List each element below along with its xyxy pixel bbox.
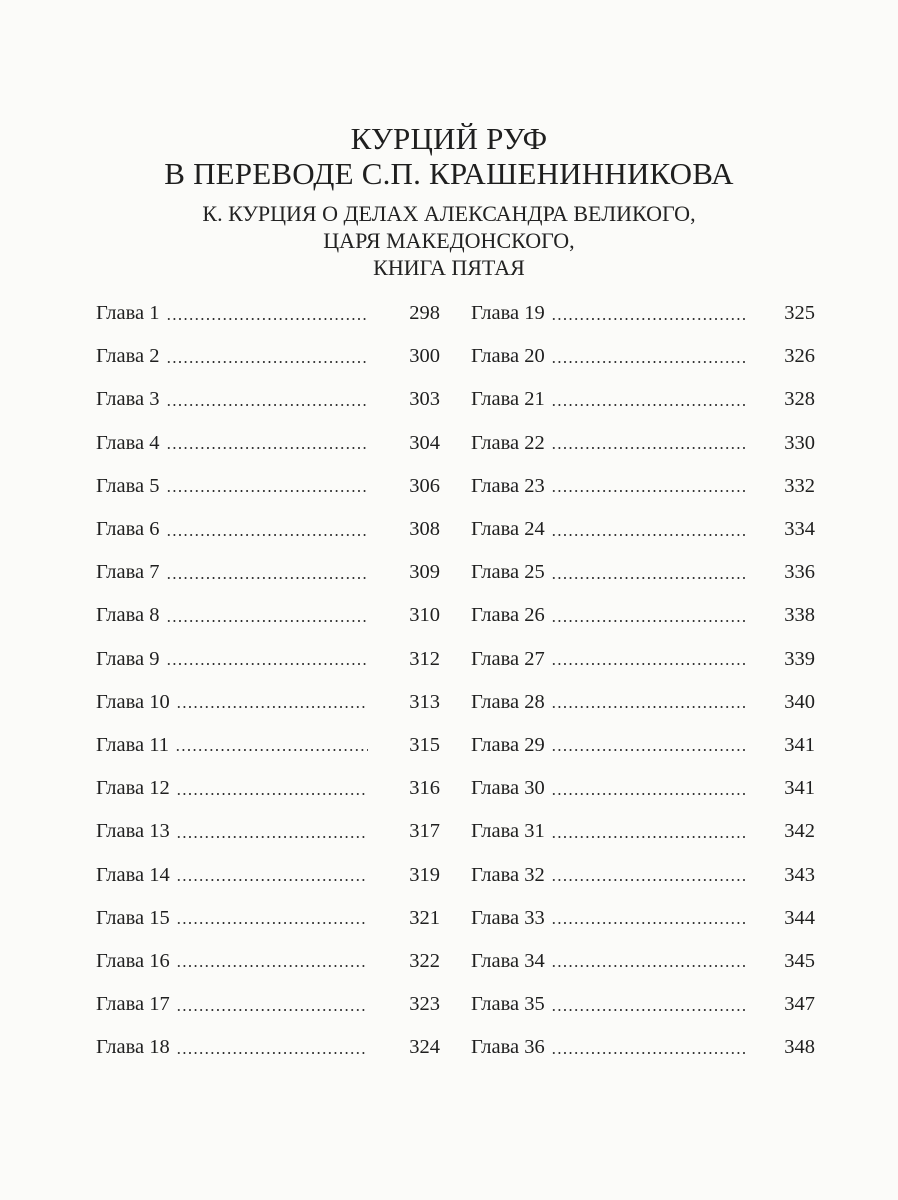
toc-chapter-label: Глава 13 — [96, 820, 170, 843]
toc-page-number: 341 — [784, 733, 815, 756]
toc-chapter-label: Глава 1 — [96, 302, 160, 325]
toc-dot-leader — [551, 534, 745, 536]
toc-page-number: 348 — [784, 1036, 815, 1059]
toc-entry — [96, 897, 440, 940]
toc-dot-leader — [551, 922, 745, 924]
toc-page-number: 326 — [784, 345, 815, 368]
toc-dot-leader — [166, 404, 368, 406]
toc-chapter-label: Глава 20 — [471, 345, 545, 368]
toc-dot-leader — [176, 879, 368, 881]
toc-entry — [471, 638, 815, 681]
toc-entry — [471, 810, 815, 853]
toc-entry — [96, 378, 440, 421]
toc-chapter-label: Глава 36 — [471, 1036, 545, 1059]
toc-chapter-label: Глава 34 — [471, 949, 545, 972]
toc-right-column — [471, 292, 815, 1069]
book-title-line-2: В ПЕРЕВОДЕ С.П. КРАШЕНИННИКОВА — [164, 156, 734, 191]
toc-dot-leader — [166, 663, 368, 665]
toc-entry — [96, 767, 440, 810]
toc-entry — [96, 983, 440, 1026]
toc-dot-leader — [551, 706, 745, 708]
toc-entry — [471, 465, 815, 508]
toc-chapter-label: Глава 23 — [471, 474, 545, 497]
toc-page-number: 340 — [784, 690, 815, 713]
toc-entry — [96, 292, 440, 335]
toc-entry — [471, 767, 815, 810]
toc-dot-leader — [551, 793, 745, 795]
toc-left-column — [96, 292, 440, 1069]
toc-page-number: 300 — [409, 345, 440, 368]
toc-entry — [471, 681, 815, 724]
toc-page-number: 306 — [409, 474, 440, 497]
toc-entry — [96, 810, 440, 853]
toc-page-number: 328 — [784, 388, 815, 411]
toc-chapter-label: Глава 2 — [96, 345, 160, 368]
toc-page-number: 319 — [409, 863, 440, 886]
toc-chapter-label: Глава 6 — [96, 518, 160, 541]
toc-chapter-label: Глава 29 — [471, 733, 545, 756]
toc-dot-leader — [551, 404, 745, 406]
toc-entry — [96, 1026, 440, 1069]
toc-page-number: 324 — [409, 1036, 440, 1059]
toc-chapter-label: Глава 3 — [96, 388, 160, 411]
toc-chapter-label: Глава 28 — [471, 690, 545, 713]
toc-page-number: 325 — [784, 302, 815, 325]
toc-dot-leader — [551, 577, 745, 579]
toc-entry — [471, 983, 815, 1026]
toc-page-number: 321 — [409, 906, 440, 929]
section-subtitle-line-2: ЦАРЯ МАКЕДОНСКОГО, — [323, 228, 575, 253]
toc-page-number: 334 — [784, 518, 815, 541]
toc-page-number: 323 — [409, 993, 440, 1016]
toc-chapter-label: Глава 11 — [96, 733, 170, 756]
toc-chapter-label: Глава 25 — [471, 561, 545, 584]
toc-chapter-label: Глава 32 — [471, 863, 545, 886]
toc-entry — [471, 292, 815, 335]
toc-dot-leader — [176, 922, 368, 924]
toc-chapter-label: Глава 27 — [471, 647, 545, 670]
toc-chapter-label: Глава 8 — [96, 604, 160, 627]
toc-page-number: 313 — [409, 690, 440, 713]
toc-page-number: 339 — [784, 647, 815, 670]
toc-page-number: 344 — [784, 906, 815, 929]
toc-chapter-label: Глава 5 — [96, 474, 160, 497]
toc-page-number: 298 — [409, 302, 440, 325]
toc-chapter-label: Глава 26 — [471, 604, 545, 627]
toc-chapter-label: Глава 9 — [96, 647, 160, 670]
toc-entry — [471, 335, 815, 378]
toc-page-number: 315 — [409, 733, 440, 756]
section-subtitle-line-1: К. КУРЦИЯ О ДЕЛАХ АЛЕКСАНДРА ВЕЛИКОГО, — [202, 201, 696, 226]
toc-page-number: 317 — [409, 820, 440, 843]
toc-page-number: 343 — [784, 863, 815, 886]
toc-dot-leader — [551, 663, 745, 665]
toc-entry — [471, 551, 815, 594]
toc-dot-leader — [176, 793, 368, 795]
toc-dot-leader — [176, 1052, 368, 1054]
toc-entry — [96, 638, 440, 681]
toc-chapter-label: Глава 35 — [471, 993, 545, 1016]
toc-dot-leader — [166, 577, 368, 579]
toc-dot-leader — [551, 447, 745, 449]
book-title-line-1: КУРЦИЙ РУФ — [350, 121, 548, 156]
toc-dot-leader — [166, 361, 368, 363]
toc-page-number: 342 — [784, 820, 815, 843]
toc-entry — [96, 853, 440, 896]
toc-chapter-label: Глава 10 — [96, 690, 170, 713]
toc-dot-leader — [176, 706, 368, 708]
toc-chapter-label: Глава 17 — [96, 993, 170, 1016]
toc-dot-leader — [551, 318, 745, 320]
toc-dot-leader — [551, 620, 745, 622]
toc-dot-leader — [551, 965, 745, 967]
toc-dot-leader — [166, 318, 368, 320]
toc-dot-leader — [551, 836, 745, 838]
toc-entry — [471, 1026, 815, 1069]
toc-page-number: 347 — [784, 993, 815, 1016]
toc-chapter-label: Глава 18 — [96, 1036, 170, 1059]
toc-page-number: 330 — [784, 431, 815, 454]
toc-entry — [96, 724, 440, 767]
toc-page-number: 345 — [784, 949, 815, 972]
toc-entry — [471, 724, 815, 767]
toc-page-number: 310 — [409, 604, 440, 627]
toc-chapter-label: Глава 12 — [96, 777, 170, 800]
toc-page-number: 309 — [409, 561, 440, 584]
toc-chapter-label: Глава 4 — [96, 431, 160, 454]
toc-page-number: 303 — [409, 388, 440, 411]
toc-entry — [471, 508, 815, 551]
toc-chapter-label: Глава 15 — [96, 906, 170, 929]
toc-dot-leader — [176, 1009, 368, 1011]
toc-page-number: 322 — [409, 949, 440, 972]
toc-page-number: 341 — [784, 777, 815, 800]
toc-entry — [96, 594, 440, 637]
toc-page-number: 304 — [409, 431, 440, 454]
toc-chapter-label: Глава 14 — [96, 863, 170, 886]
toc-dot-leader — [176, 836, 368, 838]
toc-chapter-label: Глава 19 — [471, 302, 545, 325]
toc-chapter-label: Глава 22 — [471, 431, 545, 454]
toc-chapter-label: Глава 21 — [471, 388, 545, 411]
section-subtitle-line-3: КНИГА ПЯТАЯ — [373, 255, 525, 280]
toc-page-number: 308 — [409, 518, 440, 541]
toc-dot-leader — [551, 361, 745, 363]
toc-entry — [471, 897, 815, 940]
toc-dot-leader — [551, 749, 745, 751]
toc-page-number: 312 — [409, 647, 440, 670]
toc-entry — [96, 465, 440, 508]
toc-dot-leader — [551, 879, 745, 881]
toc-dot-leader — [551, 1009, 745, 1011]
toc-entry — [471, 940, 815, 983]
toc-page-number: 316 — [409, 777, 440, 800]
toc-page-number: 332 — [784, 474, 815, 497]
toc-entry — [96, 335, 440, 378]
toc-entry — [471, 594, 815, 637]
toc-dot-leader — [176, 965, 368, 967]
toc-dot-leader — [166, 490, 368, 492]
toc-entry — [96, 681, 440, 724]
toc-entry — [471, 378, 815, 421]
toc-dot-leader — [166, 534, 368, 536]
toc-entry — [471, 422, 815, 465]
toc-entry — [96, 551, 440, 594]
toc-chapter-label: Глава 33 — [471, 906, 545, 929]
toc-entry — [96, 940, 440, 983]
toc-chapter-label: Глава 16 — [96, 949, 170, 972]
toc-entry — [96, 508, 440, 551]
toc-chapter-label: Глава 31 — [471, 820, 545, 843]
toc-chapter-label: Глава 24 — [471, 518, 545, 541]
toc-entry — [471, 853, 815, 896]
toc-dot-leader — [166, 447, 368, 449]
toc-chapter-label: Глава 7 — [96, 561, 160, 584]
toc-dot-leader — [166, 620, 368, 622]
toc-dot-leader — [551, 490, 745, 492]
toc-entry — [96, 422, 440, 465]
toc-page-number: 338 — [784, 604, 815, 627]
toc-page-number: 336 — [784, 561, 815, 584]
toc-chapter-label: Глава 30 — [471, 777, 545, 800]
toc-dot-leader — [551, 1052, 745, 1054]
toc-dot-leader — [175, 749, 368, 751]
